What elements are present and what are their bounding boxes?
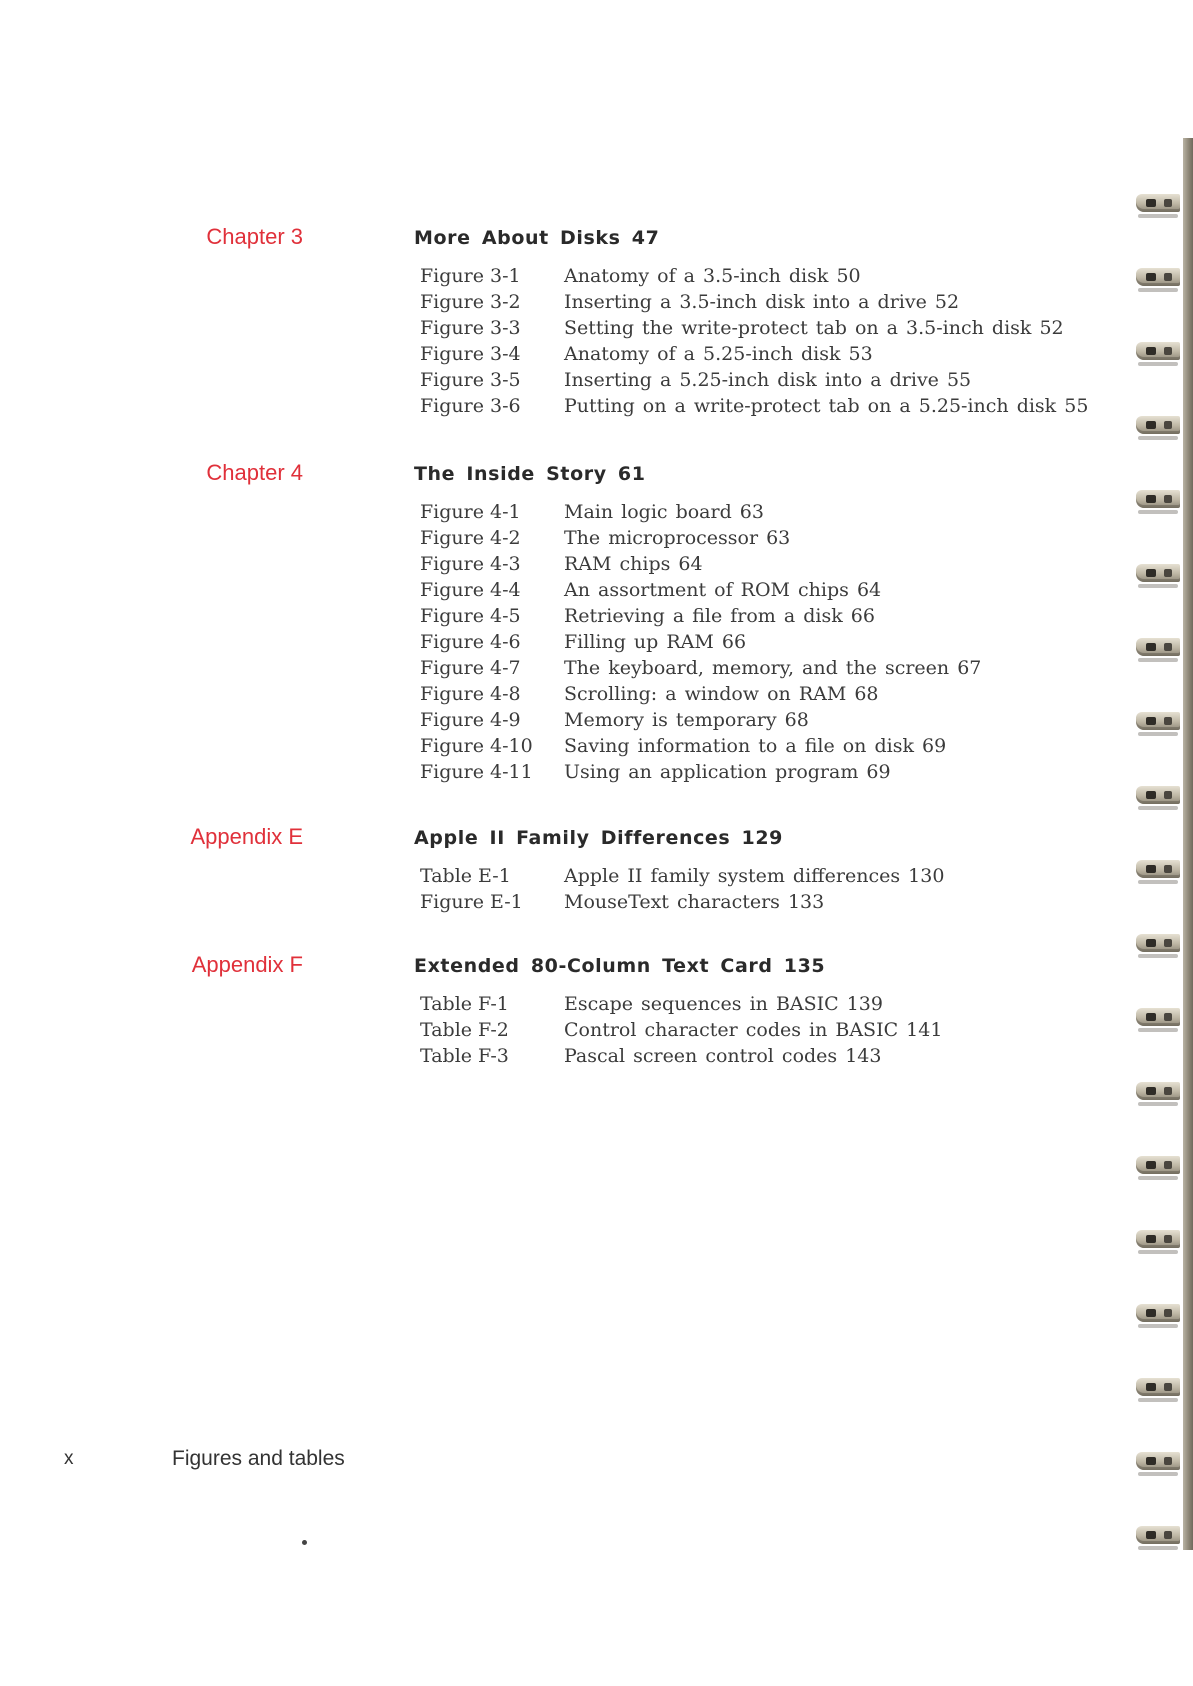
binding-ring-part	[1164, 199, 1172, 207]
list-item	[0, 629, 1100, 655]
item-number: Table F-1	[420, 993, 509, 1015]
binding-ring-part	[1164, 1309, 1172, 1317]
list-item	[0, 499, 1100, 525]
binding-ring-part	[1146, 421, 1156, 429]
binding-ring-part	[1146, 1457, 1156, 1465]
binding-ring	[1134, 1370, 1183, 1408]
section-label: Appendix F	[191, 952, 303, 977]
binding-ring-part	[1164, 421, 1172, 429]
item-caption: Control character codes in BASIC 141	[564, 1019, 943, 1041]
binding-ring-part	[1136, 1156, 1180, 1174]
binding-ring-part	[1164, 569, 1172, 577]
list-item	[0, 1043, 1100, 1069]
binding-ring-part	[1138, 584, 1178, 588]
binding-ring-part	[1136, 490, 1180, 508]
item-caption: Putting on a write-protect tab on a 5.25-inch disk 55	[564, 395, 1089, 417]
item-number: Figure E-1	[420, 891, 523, 913]
binding-ring	[1134, 1518, 1183, 1556]
item-caption: Inserting a 3.5-inch disk into a drive 52	[564, 291, 960, 313]
item-number: Figure 4-9	[420, 709, 521, 731]
binding-ring-part	[1138, 288, 1178, 292]
binding-ring-part	[1136, 1526, 1180, 1544]
binding-ring-part	[1136, 1008, 1180, 1026]
list-item	[0, 263, 1100, 289]
binding-ring	[1134, 186, 1183, 224]
item-number: Figure 4-8	[420, 683, 521, 705]
binding-ring-part	[1138, 1176, 1178, 1180]
binding-ring	[1134, 408, 1183, 446]
item-caption: The microprocessor 63	[564, 527, 791, 549]
item-number: Figure 3-5	[420, 369, 521, 391]
section-appendix-e	[0, 822, 1100, 913]
binding-ring-part	[1146, 1531, 1156, 1539]
item-number: Figure 4-10	[420, 735, 533, 757]
section-title: More About Disks 47	[414, 227, 660, 249]
item-caption: Using an application program 69	[564, 761, 891, 783]
item-caption: An assortment of ROM chips 64	[564, 579, 882, 601]
binding-ring-part	[1146, 791, 1156, 799]
binding-ring-part	[1138, 214, 1178, 218]
binding-ring-part	[1136, 934, 1180, 952]
binding-ring-part	[1136, 564, 1180, 582]
item-caption: Inserting a 5.25-inch disk into a drive 55	[564, 369, 972, 391]
item-caption: Main logic board 63	[564, 501, 764, 523]
item-caption: Anatomy of a 3.5-inch disk 50	[564, 265, 861, 287]
item-number: Figure 4-3	[420, 553, 521, 575]
binding-ring-part	[1136, 712, 1180, 730]
list-item	[0, 1017, 1100, 1043]
section-label: Chapter 3	[206, 224, 303, 249]
binding-ring-part	[1138, 880, 1178, 884]
binding-ring-part	[1138, 1546, 1178, 1550]
print-speck	[302, 1540, 307, 1545]
binding-ring-part	[1164, 643, 1172, 651]
item-caption: Filling up RAM 66	[564, 631, 747, 653]
item-caption: RAM chips 64	[564, 553, 703, 575]
list-item	[0, 525, 1100, 551]
list-item	[0, 603, 1100, 629]
binding-ring	[1134, 704, 1183, 742]
list-item	[0, 315, 1100, 341]
section-label: Appendix E	[190, 824, 303, 849]
figure-list	[0, 263, 1100, 419]
binding-ring-part	[1136, 342, 1180, 360]
binding-ring-part	[1146, 865, 1156, 873]
list-item	[0, 551, 1100, 577]
binding-ring-part	[1146, 495, 1156, 503]
binding-ring	[1134, 852, 1183, 890]
item-caption: Anatomy of a 5.25-inch disk 53	[564, 343, 873, 365]
binding-ring-part	[1146, 1161, 1156, 1169]
binding-ring-part	[1164, 939, 1172, 947]
item-caption: Pascal screen control codes 143	[564, 1045, 882, 1067]
binding-ring	[1134, 260, 1183, 298]
binding-ring-part	[1146, 273, 1156, 281]
section-chapter-3	[0, 222, 1100, 417]
item-number: Figure 4-11	[420, 761, 533, 783]
binding-ring	[1134, 1148, 1183, 1186]
running-footer-title: Figures and tables	[172, 1447, 345, 1470]
item-caption: The keyboard, memory, and the screen 67	[564, 657, 982, 679]
binding-ring-part	[1164, 1531, 1172, 1539]
section-heading	[0, 222, 1100, 252]
binding-ring	[1134, 1444, 1183, 1482]
figure-list	[0, 499, 1100, 785]
list-item	[0, 889, 1100, 915]
figure-list	[0, 863, 1100, 915]
item-caption: Saving information to a file on disk 69	[564, 735, 947, 757]
figure-list	[0, 991, 1100, 1069]
list-item	[0, 393, 1100, 419]
binding-ring-part	[1146, 1383, 1156, 1391]
section-chapter-4	[0, 458, 1100, 783]
binding-ring	[1134, 1074, 1183, 1112]
binding-ring-part	[1164, 791, 1172, 799]
binding-ring	[1134, 1000, 1183, 1038]
binding-ring	[1134, 334, 1183, 372]
item-number: Figure 4-5	[420, 605, 521, 627]
binding-ring-part	[1164, 865, 1172, 873]
section-title: Apple II Family Differences 129	[414, 827, 784, 849]
item-caption: Apple II family system differences 130	[564, 865, 945, 887]
binding-ring-part	[1138, 1102, 1178, 1106]
spiral-binding	[1134, 138, 1193, 1550]
item-number: Figure 4-2	[420, 527, 521, 549]
binding-ring	[1134, 926, 1183, 964]
binding-ring-part	[1164, 347, 1172, 355]
binding-ring-part	[1146, 1013, 1156, 1021]
item-number: Figure 4-4	[420, 579, 521, 601]
list-item	[0, 863, 1100, 889]
binding-ring-part	[1136, 1082, 1180, 1100]
binding-ring-part	[1136, 194, 1180, 212]
list-item	[0, 655, 1100, 681]
item-number: Table E-1	[420, 865, 511, 887]
binding-ring-part	[1138, 436, 1178, 440]
binding-ring-part	[1138, 732, 1178, 736]
binding-ring-part	[1138, 1472, 1178, 1476]
list-item	[0, 289, 1100, 315]
binding-ring-part	[1136, 1452, 1180, 1470]
binding-ring-part	[1146, 347, 1156, 355]
binding-ring-part	[1164, 1457, 1172, 1465]
section-title: The Inside Story 61	[414, 463, 646, 485]
binding-ring-part	[1138, 1028, 1178, 1032]
binding-ring-part	[1136, 268, 1180, 286]
section-label: Chapter 4	[206, 460, 303, 485]
binding-ring-part	[1138, 1324, 1178, 1328]
binding-ring-part	[1138, 806, 1178, 810]
list-item	[0, 577, 1100, 603]
binding-ring-part	[1138, 954, 1178, 958]
binding-ring-part	[1164, 1013, 1172, 1021]
binding-ring-part	[1164, 273, 1172, 281]
binding-ring-part	[1164, 495, 1172, 503]
binding-ring-part	[1146, 199, 1156, 207]
binding-ring-part	[1146, 1235, 1156, 1243]
list-item	[0, 367, 1100, 393]
binding-ring	[1134, 1296, 1183, 1334]
binding-ring-part	[1136, 1304, 1180, 1322]
binding-ring	[1134, 482, 1183, 520]
binding-ring-part	[1136, 786, 1180, 804]
binding-ring	[1134, 630, 1183, 668]
item-number: Table F-3	[420, 1045, 509, 1067]
section-appendix-f	[0, 950, 1100, 1067]
binding-ring-part	[1164, 1087, 1172, 1095]
binding-ring-part	[1164, 1161, 1172, 1169]
item-caption: Setting the write-protect tab on a 3.5-inch disk 52	[564, 317, 1064, 339]
binding-ring-part	[1136, 1230, 1180, 1248]
list-item	[0, 991, 1100, 1017]
binding-ring-part	[1146, 643, 1156, 651]
page-number: x	[64, 1448, 74, 1469]
item-caption: Scrolling: a window on RAM 68	[564, 683, 879, 705]
binding-ring-part	[1146, 1309, 1156, 1317]
binding-ring-part	[1146, 939, 1156, 947]
item-number: Figure 4-1	[420, 501, 521, 523]
binding-ring-part	[1146, 717, 1156, 725]
item-number: Figure 3-1	[420, 265, 521, 287]
section-heading	[0, 822, 1100, 852]
item-caption: Retrieving a file from a disk 66	[564, 605, 875, 627]
item-number: Figure 3-4	[420, 343, 521, 365]
binding-ring-part	[1138, 1250, 1178, 1254]
binding-ring-part	[1136, 860, 1180, 878]
binding-ring-part	[1136, 416, 1180, 434]
item-number: Figure 3-6	[420, 395, 521, 417]
binding-ring-part	[1164, 1235, 1172, 1243]
section-heading	[0, 458, 1100, 488]
binding-ring	[1134, 1222, 1183, 1260]
binding-ring	[1134, 778, 1183, 816]
list-item	[0, 707, 1100, 733]
binding-ring-part	[1136, 1378, 1180, 1396]
item-number: Figure 3-2	[420, 291, 521, 313]
binding-ring-part	[1138, 510, 1178, 514]
binding-ring	[1134, 556, 1183, 594]
binding-ring-part	[1164, 1383, 1172, 1391]
list-item	[0, 759, 1100, 785]
binding-spine	[1183, 138, 1193, 1550]
list-item	[0, 733, 1100, 759]
item-number: Figure 3-3	[420, 317, 521, 339]
binding-ring-part	[1146, 569, 1156, 577]
binding-ring-part	[1138, 362, 1178, 366]
item-number: Table F-2	[420, 1019, 509, 1041]
binding-ring-part	[1136, 638, 1180, 656]
binding-ring-part	[1138, 1398, 1178, 1402]
list-item	[0, 681, 1100, 707]
binding-ring-part	[1164, 717, 1172, 725]
item-number: Figure 4-6	[420, 631, 521, 653]
binding-ring-part	[1146, 1087, 1156, 1095]
item-caption: MouseText characters 133	[564, 891, 825, 913]
binding-ring-part	[1138, 658, 1178, 662]
section-heading	[0, 950, 1100, 980]
section-title: Extended 80-Column Text Card 135	[414, 955, 826, 977]
list-item	[0, 341, 1100, 367]
item-number: Figure 4-7	[420, 657, 521, 679]
item-caption: Escape sequences in BASIC 139	[564, 993, 883, 1015]
item-caption: Memory is temporary 68	[564, 709, 809, 731]
